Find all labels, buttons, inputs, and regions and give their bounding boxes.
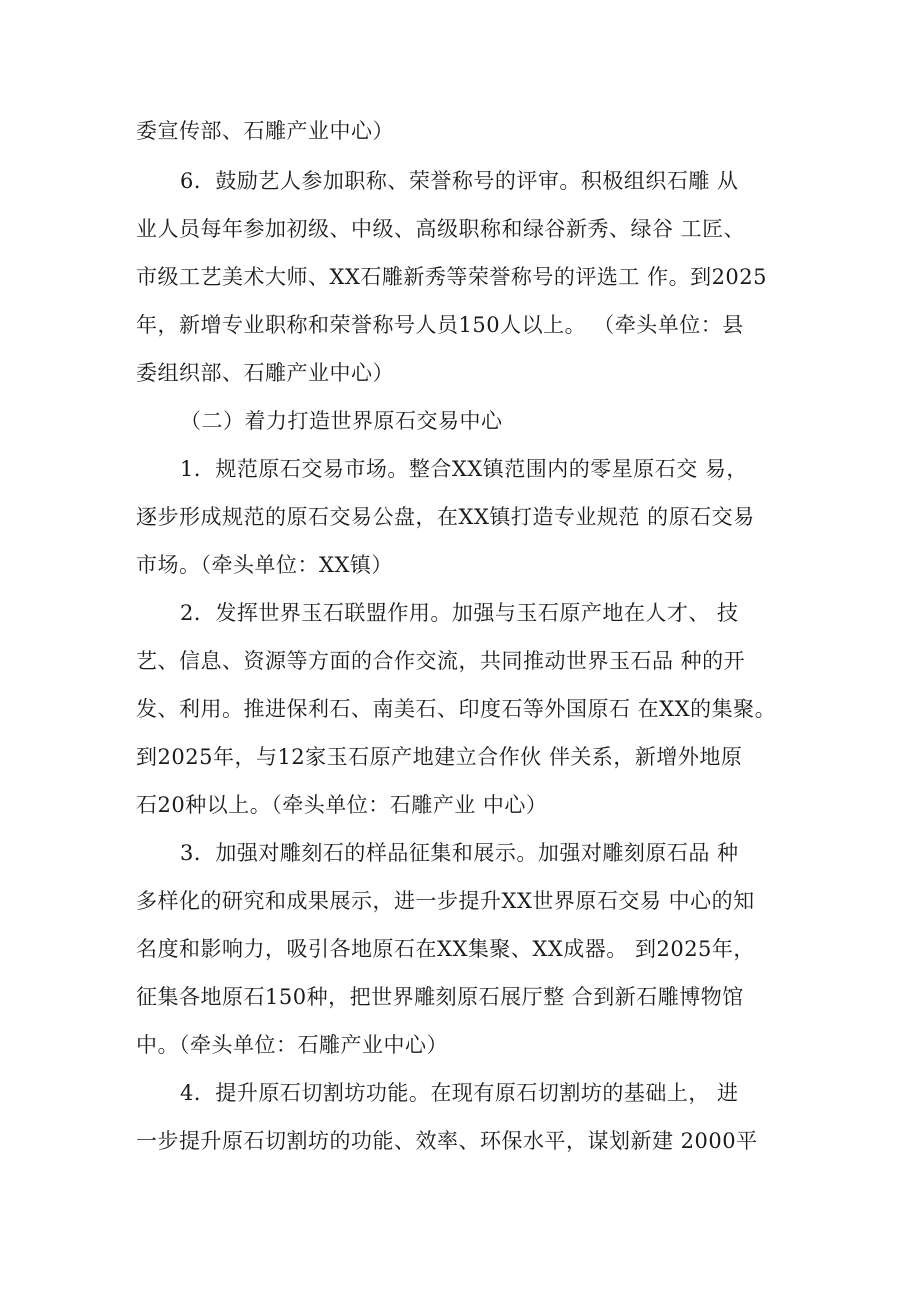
text-line: 委宣传部、石雕产业中心） <box>136 119 394 143</box>
text-line: 到2025年，与12家玉石原产地建立合作伙 伴关系，新增外地原 <box>136 745 743 769</box>
text-line: 委组织部、石雕产业中心） <box>136 361 394 385</box>
paragraph-3-start: 3．加强对雕刻石的样品征集和展示。加强对雕刻原石品 种 <box>180 841 739 865</box>
text-line: 一步提升原石切割坊的功能、效率、环保水平，谋划新建 2000平 <box>136 1129 758 1153</box>
text-line: 中。（牵头单位：石雕产业中心） <box>136 1033 448 1057</box>
paragraph-4-start: 4．提升原石切割坊功能。在现有原石切割坊的基础上， 进 <box>180 1081 739 1105</box>
text-line: 石20种以上。（牵头单位：石雕产业 中心） <box>136 793 548 817</box>
section-heading: （二）着力打造世界原石交易中心 <box>180 409 503 433</box>
text-line: 艺、信息、资源等方面的合作交流，共同推动世界玉石品 种的开 <box>136 649 746 673</box>
text-line: 市级工艺美术大师、XX石雕新秀等荣誉称号的评选工 作。到2025 <box>136 265 768 289</box>
paragraph-2-start: 2．发挥世界玉石联盟作用。加强与玉石原产地在人才、 技 <box>180 601 739 625</box>
text-line: 多样化的研究和成果展示，进一步提升XX世界原石交易 中心的知 <box>136 889 755 913</box>
text-line: 名度和影响力，吸引各地原石在XX集聚、XX成器。 到2025年， <box>136 937 755 961</box>
paragraph-6-start: 6．鼓励艺人参加职称、荣誉称号的评审。积极组织石雕 从 <box>180 169 739 193</box>
text-line: 发、利用。推进保利石、南美石、印度石等外国原石 在XX的集聚。 <box>136 697 777 721</box>
text-line: 征集各地原石150种，把世界雕刻原石展厅整 合到新石雕博物馆 <box>136 985 744 1009</box>
text-line: 业人员每年参加初级、中级、高级职称和绿谷新秀、绿谷 工匠、 <box>136 217 746 241</box>
text-line: 年，新增专业职称和荣誉称号人员150人以上。 （牵头单位：县 <box>136 313 744 337</box>
text-line: 逐步形成规范的原石交易公盘，在XX镇打造专业规范 的原石交易 <box>136 505 755 529</box>
paragraph-1-start: 1．规范原石交易市场。整合XX镇范围内的零星原石交 易， <box>180 457 748 481</box>
text-line: 市场。（牵头单位：XX镇） <box>136 553 393 577</box>
